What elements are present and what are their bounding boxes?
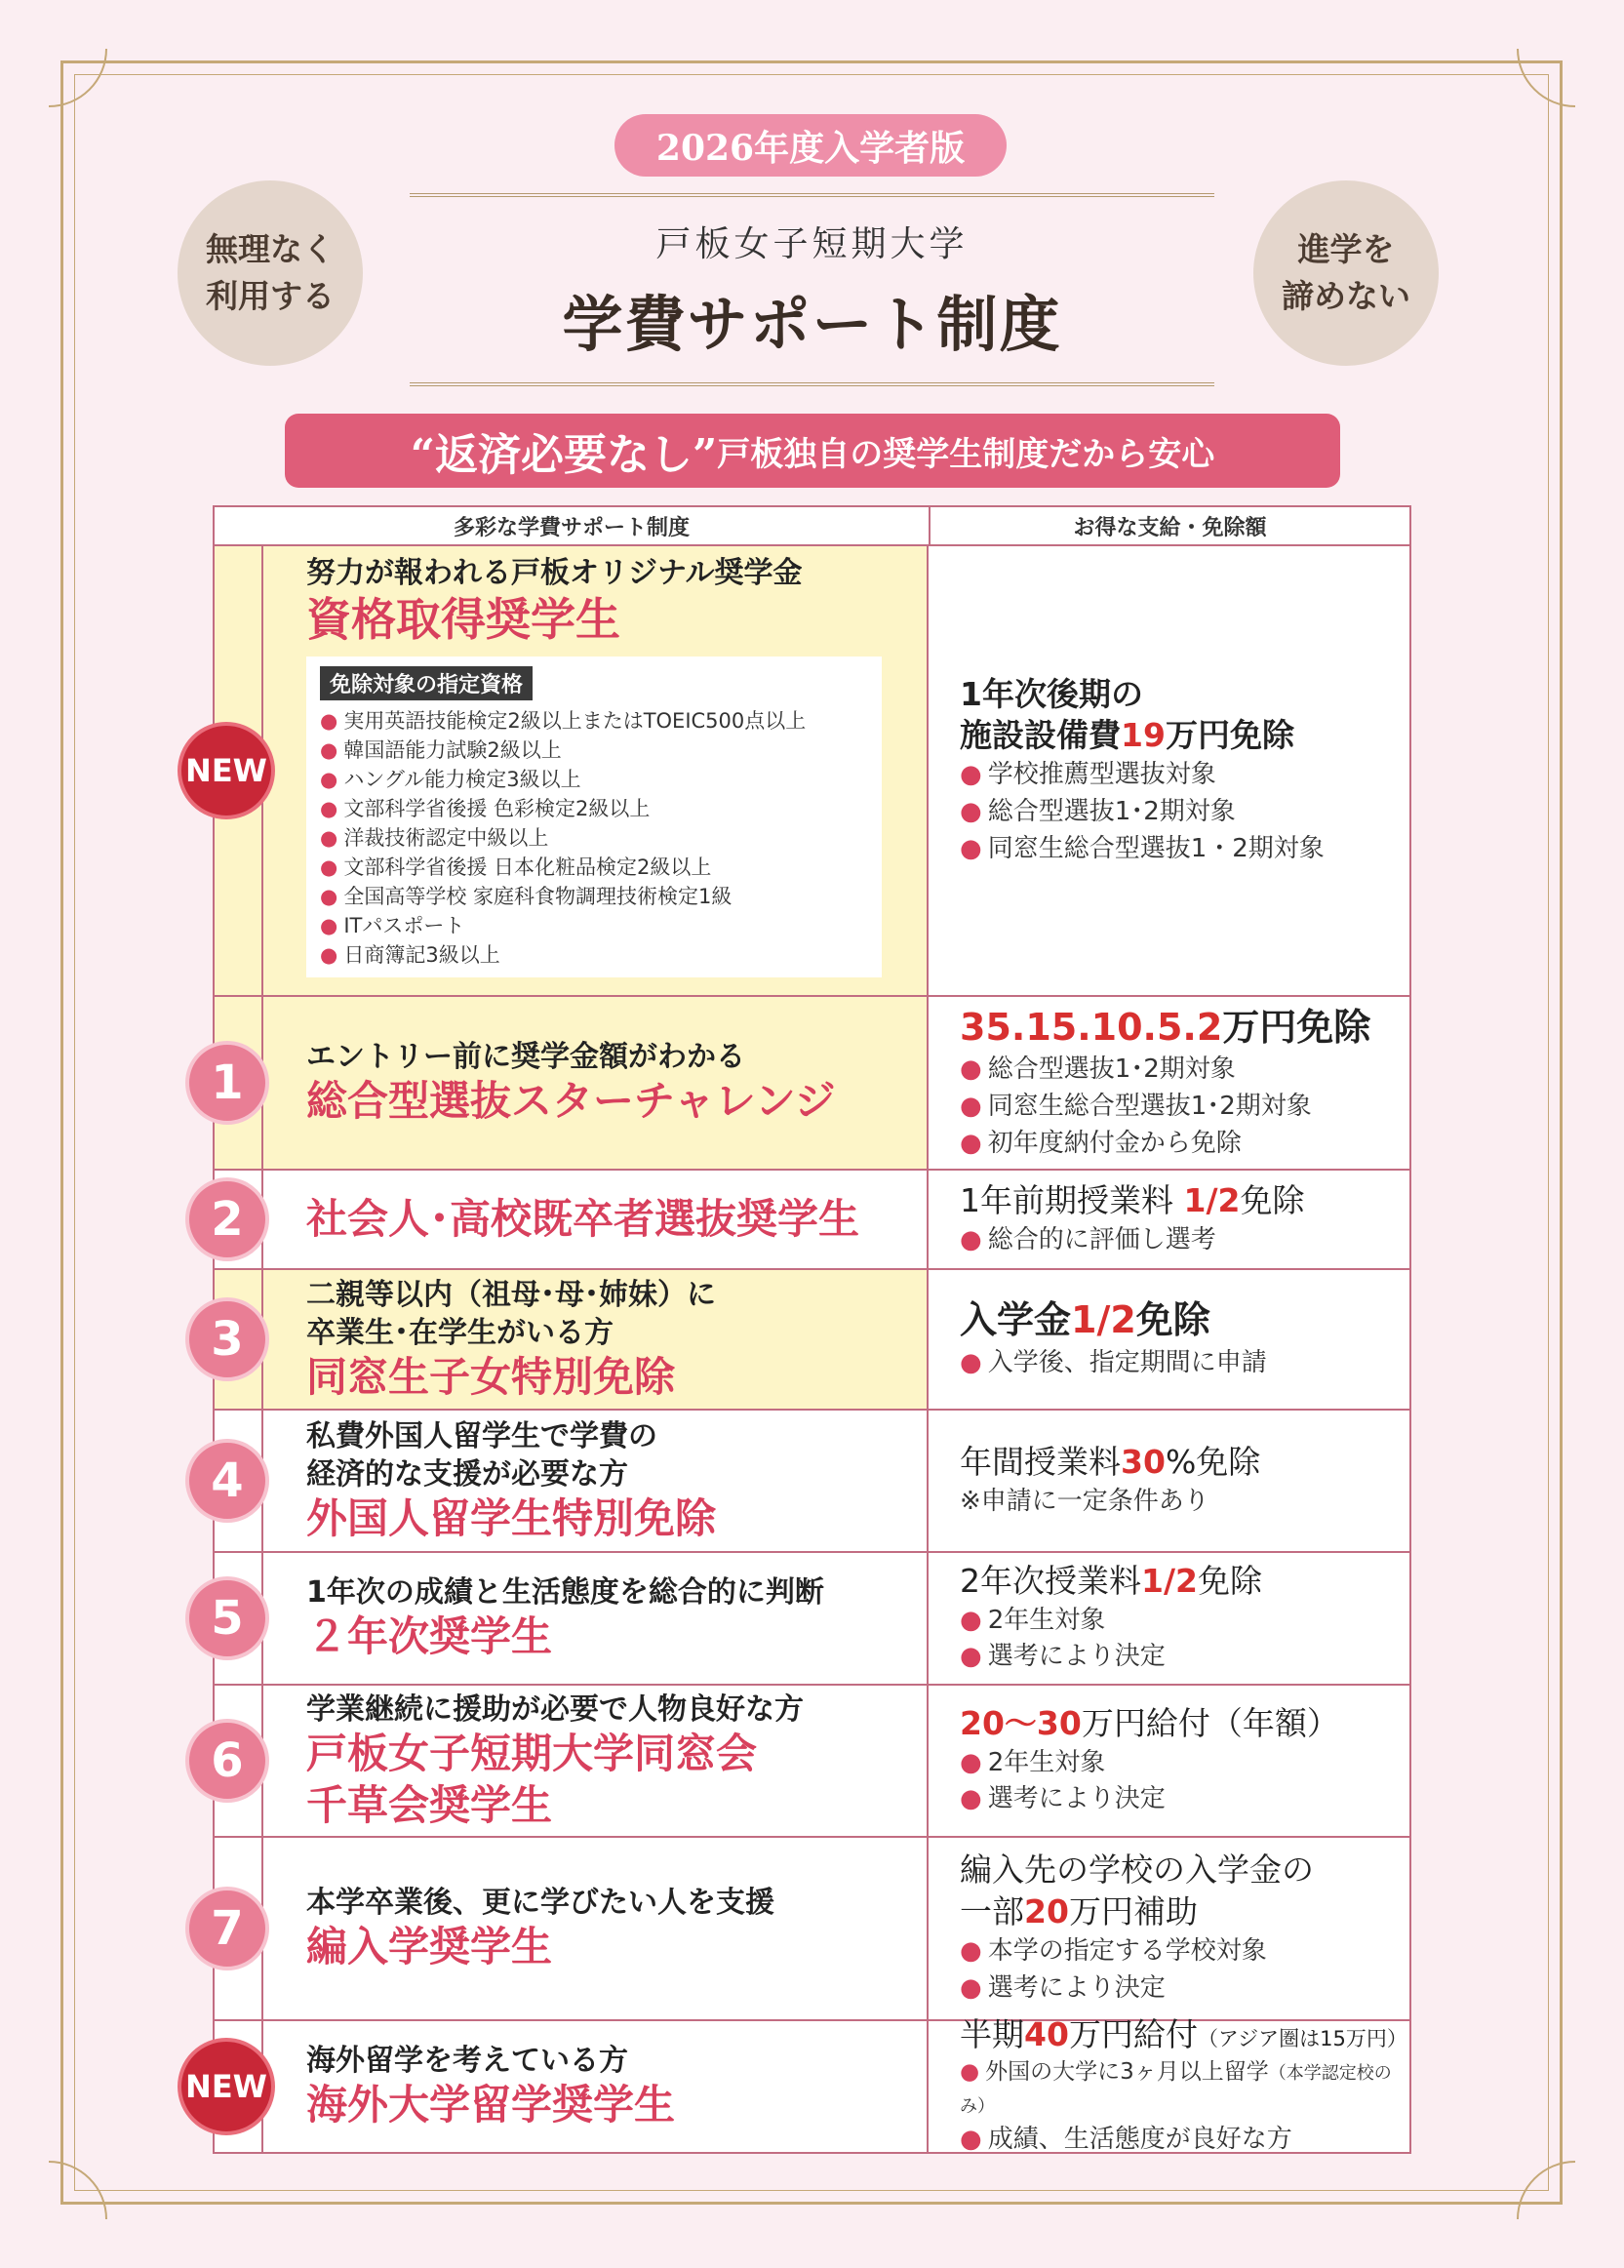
bullet: ● 選考により決定 [960, 1642, 1166, 1672]
table-header [215, 507, 1409, 546]
support-table [185, 505, 1411, 2154]
number-badge: 7 [185, 1887, 269, 1970]
list-item: ● 全国高等学校 家庭科食物調理技術検定1級 [320, 884, 733, 908]
bullet: ● 2年生対象 [960, 1747, 1106, 1777]
bullet: ● 総合型選抜1･2期対象 [960, 797, 1236, 827]
row-title: 海外大学留学奨学生 [306, 2081, 676, 2129]
amount-line: 20～30万円給付（年額） [960, 1703, 1339, 1742]
table-row [211, 1686, 1409, 1838]
row-right [929, 2015, 1409, 2154]
row-right [929, 546, 1409, 995]
row-right [929, 1270, 1409, 1409]
bullet: ● 成績、生活態度が良好な方 [960, 2124, 1292, 2154]
row-left [263, 1411, 929, 1551]
tagline-quote: “返済必要なし” [410, 430, 718, 480]
row-left [263, 1270, 929, 1409]
amount-line: 一部20万円補助 [960, 1892, 1198, 1931]
list-item: ● ITパスポート [320, 913, 465, 937]
amount-line: 2年次授業料1/2免除 [960, 1561, 1262, 1600]
bullet: ● 総合型選抜1･2期対象 [960, 1054, 1236, 1085]
list-item: ● 実用英語技能検定2級以上またはTOEIC500点以上 [320, 708, 807, 733]
bullet: ● 同窓生総合型選抜1･2期対象 [960, 1091, 1312, 1121]
amount-line: 1年次後期の [960, 674, 1143, 713]
table-row [211, 997, 1409, 1171]
bullet: ● 本学の指定する学校対象 [960, 1936, 1267, 1967]
table-row [211, 1838, 1409, 2021]
bullet: ● 選考により決定 [960, 1972, 1166, 2003]
row-right [929, 1686, 1409, 1836]
bullet: ● 入学後、指定期間に申請 [960, 1347, 1267, 1377]
new-badge: NEW [178, 722, 275, 819]
row-subtitle: エントリー前に奨学金額がわかる [306, 1040, 745, 1075]
bullet: ● 総合的に評価し選考 [960, 1224, 1216, 1254]
row-right [929, 1553, 1409, 1684]
school-name: 戸板女子短期大学 [655, 224, 969, 264]
table-row [211, 1553, 1409, 1686]
list-item: ● 文部科学省後援 色彩検定2級以上 [320, 796, 651, 820]
row-left [263, 546, 929, 995]
amount-line: 施設設備費19万円免除 [960, 716, 1294, 755]
header-right: お得な支給・免除額 [1073, 515, 1267, 540]
row-right [929, 1171, 1409, 1268]
amount-line: 1年前期授業料 1/2免除 [960, 1180, 1305, 1219]
number-badge: 3 [185, 1297, 269, 1381]
circle-left-line1: 無理なく [206, 230, 335, 269]
row-left [263, 1553, 929, 1684]
circle-left [178, 180, 363, 366]
qualification-heading: 免除対象の指定資格 [320, 666, 533, 700]
row-subtitle: 学業継続に援助が必要で人物良好な方 [306, 1692, 804, 1727]
list-item: ● 日商簿記3級以上 [320, 942, 500, 967]
row-subtitle: 卒業生･在学生がいる方 [306, 1315, 614, 1350]
row-subtitle: 私費外国人留学生で学費の [306, 1418, 657, 1453]
row-title: 編入学奨学生 [306, 1923, 553, 1971]
edition-badge: 2026年度入学者版 [614, 114, 1007, 177]
bullet: ● 学校推薦型選抜対象 [960, 760, 1216, 790]
qualification-box [306, 657, 882, 977]
row-title: ２年次奨学生 [306, 1612, 553, 1661]
number-badge: 5 [185, 1576, 269, 1660]
row-title: 千草会奨学生 [306, 1780, 553, 1829]
row-subtitle: 本学卒業後、更に学びたい人を支援 [306, 1886, 774, 1921]
row-left [263, 1838, 929, 2019]
note: ※申請に一定条件あり [960, 1487, 1209, 1517]
bullet: ● 2年生対象 [960, 1605, 1106, 1635]
row-title: 社会人･高校既卒者選抜奨学生 [306, 1194, 860, 1243]
circle-left-line2: 利用する [206, 277, 335, 315]
table-row [211, 1171, 1409, 1270]
table-row [185, 546, 1409, 997]
row-subtitle: 海外留学を考えている方 [306, 2044, 628, 2079]
row-subtitle: 二親等以内（祖母･母･姉妹）に [306, 1277, 716, 1312]
page-title: 学費サポート制度 [562, 289, 1062, 360]
bullet: ● 同窓生総合型選抜1・2期対象 [960, 833, 1325, 863]
number-badge: 6 [185, 1719, 269, 1803]
amount-line: 半期40万円給付（アジア圏は15万円） [960, 2015, 1407, 2054]
row-left [263, 1171, 929, 1268]
row-title: 総合型選抜スターチャレンジ [306, 1077, 836, 1126]
row-left [263, 1686, 929, 1836]
list-item: ● 洋裁技術認定中級以上 [320, 825, 549, 850]
row-title: 資格取得奨学生 [306, 593, 620, 646]
number-badge: 2 [185, 1177, 269, 1261]
row-subtitle: 経済的な支援が必要な方 [306, 1456, 628, 1492]
bullet: ● 初年度納付金から免除 [960, 1128, 1242, 1158]
row-subtitle: 努力が報われる戸板オリジナル奨学金 [306, 556, 803, 590]
row-title: 同窓生子女特別免除 [306, 1352, 676, 1401]
row-title: 戸板女子短期大学同窓会 [306, 1730, 758, 1777]
circle-right-line1: 進学を [1297, 230, 1395, 269]
tagline-banner [285, 414, 1340, 488]
number-badge: 4 [185, 1439, 269, 1523]
bullet: ● 外国の大学に3ヶ月以上留学（本学認定校のみ） [960, 2059, 1392, 2117]
bullet: ● 選考により決定 [960, 1784, 1166, 1814]
row-subtitle: 1年次の成績と生活態度を総合的に判断 [306, 1575, 824, 1611]
title-block [410, 193, 1214, 386]
row-left [263, 997, 929, 1169]
tagline-text: 戸板独自の奨学生制度だから安心 [717, 434, 1215, 474]
circle-right [1253, 180, 1439, 366]
row-title: 外国人留学生特別免除 [306, 1493, 717, 1542]
list-item: ● 文部科学省後援 日本化粧品検定2級以上 [320, 855, 712, 879]
qualification-list [320, 706, 868, 970]
list-item: ● ハングル能力検定3級以上 [320, 767, 581, 791]
table-row [211, 1411, 1409, 1553]
row-right [929, 1838, 1409, 2019]
number-badge: 1 [185, 1041, 269, 1125]
amount-line: 年間授業料30%免除 [960, 1443, 1261, 1482]
row-right [929, 997, 1409, 1169]
circle-right-line2: 諦めない [1282, 277, 1410, 315]
header-left: 多彩な学費サポート制度 [215, 507, 931, 544]
row-right [929, 1411, 1409, 1551]
amount-line: 編入先の学校の入学金の [960, 1850, 1314, 1890]
amount-line: 入学金1/2免除 [960, 1298, 1210, 1342]
amount-line: 35.15.10.5.2万円免除 [960, 1005, 1371, 1049]
table-row [211, 1270, 1409, 1411]
list-item: ● 韓国語能力試験2級以上 [320, 737, 562, 762]
new-badge: NEW [178, 2038, 275, 2135]
row-left [263, 2021, 929, 2152]
table-row [185, 2015, 1409, 2154]
